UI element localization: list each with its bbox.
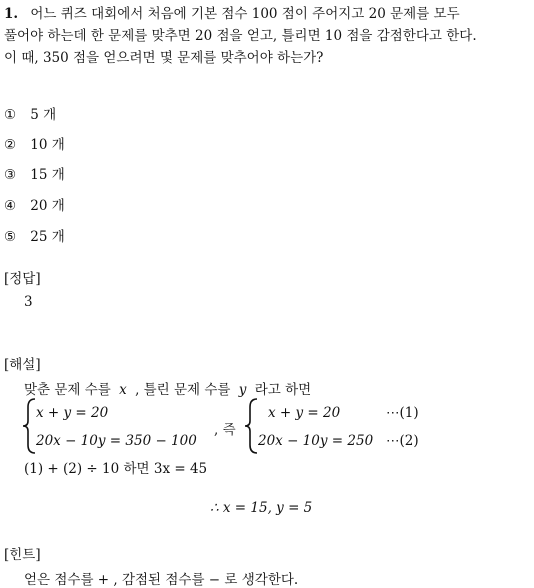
option-2-marker: ② bbox=[4, 137, 17, 153]
option-5[interactable] bbox=[4, 225, 65, 245]
answer-value: 3 bbox=[24, 294, 33, 310]
system-2-eq-1: x + y = 20 bbox=[268, 405, 341, 421]
option-4-marker: ④ bbox=[4, 198, 17, 214]
step-line: (1) + (2) ÷ 10 하면 3x = 45 bbox=[24, 461, 208, 477]
explanation-label: [해설] bbox=[4, 357, 41, 373]
option-1-text: 5 개 bbox=[30, 107, 57, 123]
system-1-eq-1: x + y = 20 bbox=[36, 405, 109, 421]
option-2[interactable] bbox=[4, 133, 65, 153]
intro-suffix: 라고 하면 bbox=[254, 382, 312, 398]
connector-text: , 즉 bbox=[214, 422, 236, 438]
question-line-2: 풀어야 하는데 한 문제를 맞추면 20 점을 얻고, 틀리면 10 점을 감점한다고 한다. bbox=[4, 28, 477, 44]
option-2-text: 10 개 bbox=[30, 137, 65, 153]
system-2-eq-2: 20x − 10y = 250 bbox=[258, 433, 374, 449]
question-number: 1. bbox=[4, 6, 19, 22]
system-1-eq-2: 20x − 10y = 350 − 100 bbox=[36, 433, 197, 449]
intro-var-x: x bbox=[119, 382, 127, 398]
explanation-intro bbox=[24, 378, 311, 398]
question-text-1: 어느 퀴즈 대회에서 처음에 기본 점수 100 점이 주어지고 20 문제를 모두 bbox=[30, 6, 460, 22]
option-3[interactable] bbox=[4, 163, 65, 183]
option-5-marker: ⑤ bbox=[4, 229, 17, 245]
system-2-eq-2-tag: ⋯(2) bbox=[386, 433, 419, 449]
option-1-marker: ① bbox=[4, 107, 17, 123]
option-4-text: 20 개 bbox=[30, 198, 65, 214]
hint-text: 얻은 점수를 + , 감점된 점수를 − 로 생각한다. bbox=[24, 572, 299, 588]
option-4[interactable] bbox=[4, 194, 65, 214]
option-3-marker: ③ bbox=[4, 167, 17, 183]
question-line-1 bbox=[4, 2, 460, 22]
answer-label: [정답] bbox=[4, 271, 41, 287]
intro-var-y: y bbox=[238, 382, 247, 398]
intro-prefix: 맞춘 문제 수를 bbox=[24, 382, 111, 398]
question-line-3: 이 때, 350 점을 얻으려면 몇 문제를 맞추어야 하는가? bbox=[4, 50, 324, 66]
option-3-text: 15 개 bbox=[30, 167, 65, 183]
intro-mid: , 틀린 문제 수를 bbox=[135, 382, 231, 398]
conclusion: ∴ x = 15, y = 5 bbox=[210, 500, 313, 516]
option-5-text: 25 개 bbox=[30, 229, 65, 245]
hint-label: [힌트] bbox=[4, 547, 41, 563]
option-1[interactable] bbox=[4, 103, 56, 123]
system-2-eq-1-tag: ⋯(1) bbox=[386, 405, 419, 421]
